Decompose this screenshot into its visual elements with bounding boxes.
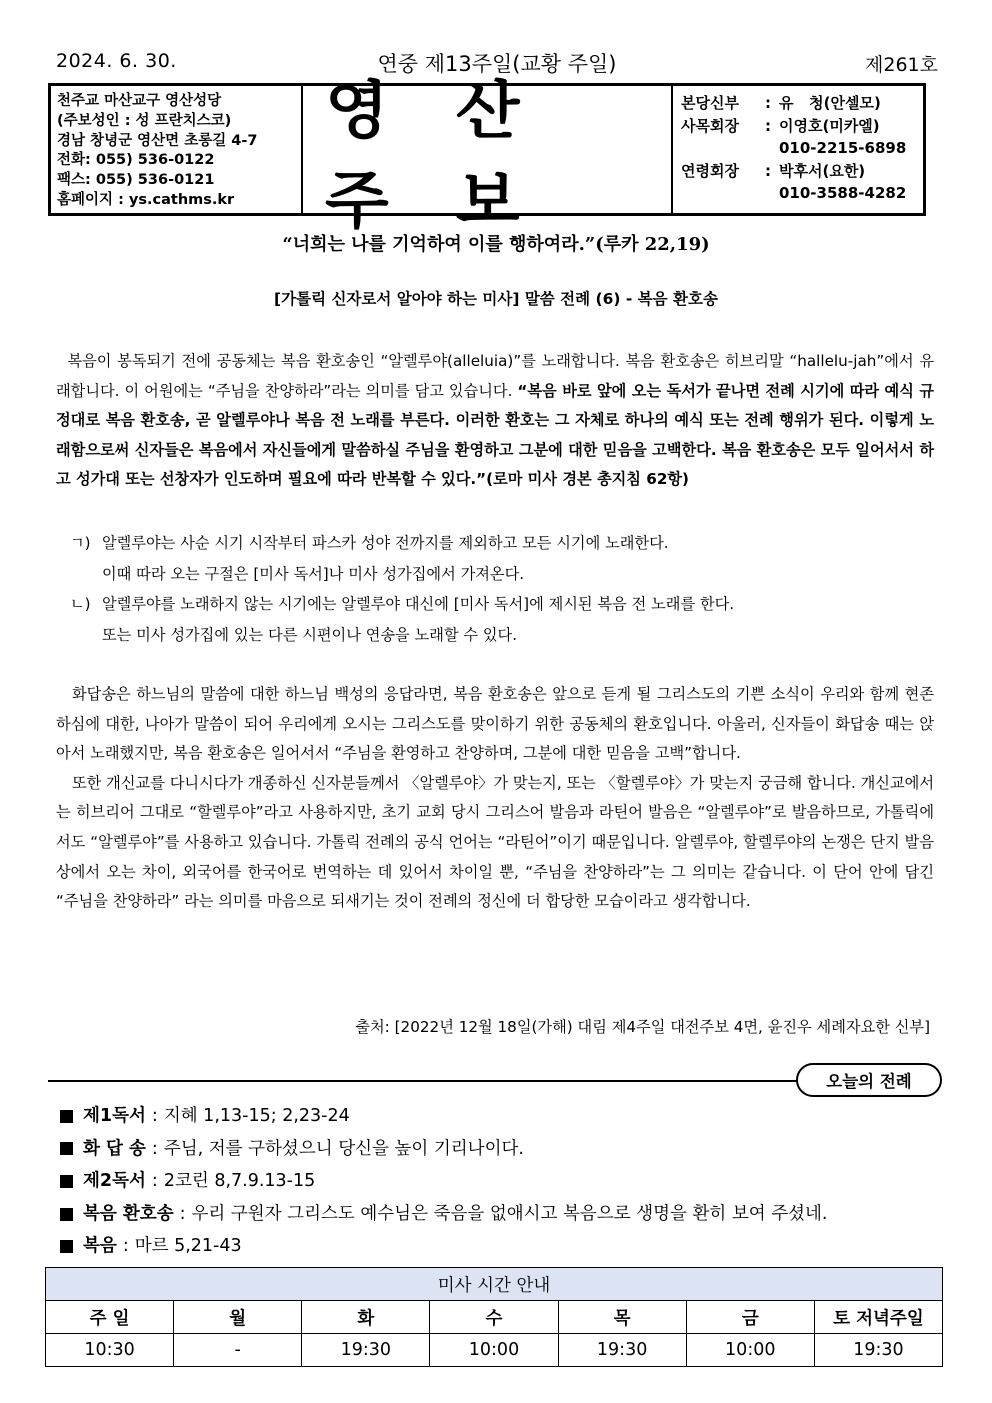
day-thursday: 목 <box>558 1301 686 1334</box>
reading-label: 화 답 송 <box>83 1138 146 1159</box>
parish-name: 천주교 마산교구 영산성당 <box>57 93 222 109</box>
pastor-label: 본당신부 <box>681 94 739 112</box>
list-text: 알렐루야를 노래하지 않는 시기에는 알렐루야 대신에 [미사 독서]에 제시된 복음 전 노래를 한다. <box>102 595 735 613</box>
square-bullet-icon <box>60 1175 73 1188</box>
list-continuation: 이때 따라 오는 구절은 [미사 독서]나 미사 성가집에서 가져온다. <box>102 564 525 583</box>
masthead-title-cell <box>303 72 673 237</box>
reading-label: 복음 환호송 <box>83 1203 174 1224</box>
parish-homepage: 홈페이지 : ys.cathms.kr <box>57 191 235 208</box>
list-marker: ㄴ) <box>70 595 91 613</box>
reading-value: 우리 구원자 그리스도 예수님은 죽음을 없애시고 복음으로 생명을 환히 보여 주셨네. <box>191 1203 828 1224</box>
reading-item <box>60 1230 950 1263</box>
list-continuation: 또는 미사 성가집에 있는 다른 시편이나 연송을 노래할 수 있다. <box>102 625 518 644</box>
time-sunday: 10:30 <box>46 1334 174 1367</box>
time-wednesday: 10:00 <box>430 1334 558 1367</box>
council-name: 이영호(미카엘) <box>779 116 880 135</box>
square-bullet-icon <box>60 1208 73 1221</box>
parish-info <box>51 86 303 213</box>
time-monday: - <box>174 1334 302 1367</box>
council-label: 사목회장 <box>681 116 739 135</box>
time-saturday-vigil: 19:30 <box>814 1334 942 1367</box>
list-text: 알렐루야는 사순 시기 시작부터 파스카 성야 전까지를 제외하고 모든 시기에 노래한다. <box>102 534 669 552</box>
separator: : <box>765 94 771 112</box>
square-bullet-icon <box>60 1142 73 1155</box>
reading-label: 제1독서 <box>83 1106 146 1126</box>
time-friday: 10:00 <box>686 1334 814 1367</box>
elder-row <box>681 160 923 183</box>
staff-info <box>673 86 923 213</box>
day-wednesday: 수 <box>430 1301 558 1334</box>
reading-value: 2코린 8,7.9.13-15 <box>163 1171 316 1192</box>
reading-value: 지혜 1,13-15; 2,23-24 <box>163 1106 350 1126</box>
parish-address: 경남 창녕군 영산면 초롱길 4-7 <box>57 132 258 149</box>
paragraph-text: 복음이 봉독되기 전에 공동체는 복음 환호송인 “알렐루야(alleluia)”를 노래합니다. 복음 환호송은 히브리말 “hallelu-jah”에서 유래합니다. 이 어원에는 “주님을 찬양하라”라는 의미를 담고 있습니다. <box>56 352 934 400</box>
article-paragraphs-2 <box>56 680 934 917</box>
article-paragraph-2: 화답송은 하느님의 말씀에 대한 하느님 백성의 응답라면, 복음 환호송은 앞으로 듣게 될 그리스도의 기쁜 소식이 우리와 함께 현존하심에 대한, 나아가 말씀이 되어 우리에게 오시는 그리스도를 맞이하기 위한 공동체의 환호입니다. 아울러, 신자들이 화답송 때는 앉아서 노래했지만, 복음 환호송은 일어서서 “주님을 환영하고 찬양하며, 그분에 대한 믿음을 고백”합니다. <box>56 685 934 763</box>
bulletin-title: 영 산 주 보 <box>325 72 542 237</box>
elder-phone: 010-3588-4282 <box>779 184 907 202</box>
rubric-list <box>70 528 930 650</box>
council-phone: 010-2215-6898 <box>779 139 907 157</box>
liturgical-week: 연중 제13주일(교황 주일) <box>377 52 617 76</box>
article-source: 출처: [2022년 12월 18일(가해) 대림 제4주일 대전주보 4면, 윤진우 세례자요한 신부] <box>355 1018 930 1036</box>
todays-liturgy-label: 오늘의 전례 <box>796 1063 942 1097</box>
separator: : <box>151 1106 158 1126</box>
mass-times-row <box>46 1334 943 1367</box>
day-friday: 금 <box>686 1301 814 1334</box>
day-tuesday: 화 <box>302 1301 430 1334</box>
list-item <box>70 528 930 559</box>
council-row <box>681 115 923 138</box>
time-thursday: 19:30 <box>558 1334 686 1367</box>
square-bullet-icon <box>60 1240 73 1253</box>
section-divider <box>48 1080 798 1082</box>
separator: : <box>765 161 771 180</box>
mass-days-row <box>46 1301 943 1334</box>
issue-number: 제261호 <box>865 54 938 76</box>
time-tuesday: 19:30 <box>302 1334 430 1367</box>
readings-list <box>60 1100 950 1263</box>
separator: : <box>765 116 771 135</box>
reading-item <box>60 1100 950 1133</box>
masthead <box>48 72 926 237</box>
pastor-name: 유 청(안셀모) <box>779 94 881 112</box>
pastor-row <box>681 92 923 115</box>
parish-phone: 전화: 055) 536-0122 <box>57 152 215 169</box>
reading-item <box>60 1133 950 1166</box>
elder-label: 연령회장 <box>681 161 739 180</box>
reading-label: 제2독서 <box>83 1171 146 1192</box>
patron-saint: (주보성인 : 성 프란치스코) <box>57 112 232 129</box>
list-marker: ㄱ) <box>70 534 91 552</box>
separator: : <box>122 1236 129 1257</box>
day-saturday-vigil: 토 저녁주일 <box>814 1301 942 1334</box>
mass-times-title: 미사 시간 안내 <box>46 1268 943 1301</box>
reading-item <box>60 1165 950 1198</box>
reading-value: 주님, 저를 구하셨으니 당신을 높이 기리나이다. <box>163 1138 524 1159</box>
article-heading: [가톨릭 신자로서 알아야 하는 미사] 말씀 전례 (6) - 복음 환호송 <box>274 290 718 308</box>
square-bullet-icon <box>60 1110 73 1123</box>
separator: : <box>179 1203 186 1224</box>
elder-name: 박후서(요한) <box>779 161 866 180</box>
scripture-verse: “너희는 나를 기억하여 이를 행하여라.”(루카 22,19) <box>282 234 710 255</box>
day-monday: 월 <box>174 1301 302 1334</box>
parish-fax: 팩스: 055) 536-0121 <box>57 172 215 189</box>
article-paragraph-3: 또한 개신교를 다니시다가 개종하신 신자분들께서 〈알렐루야〉가 맞는지, 또는 〈할렐루야〉가 맞는지 궁금해 합니다. 개신교에서는 히브리어 그대로 “할렐루야”라고 사용하지만, 초기 교회 당시 그리스어 발음과 라틴어 발음은 “알렐루야”로 발음하므로, 가톨릭에서도 “알렐루야”를 사용하고 있습니다. 가톨릭 전례의 공식 언어는 “라틴어”이기 때문입니다. 알렐루야, 할렐루야의 논쟁은 단지 발음상에서 오는 차이, 외국어를 한국어로 번역하는 데 있어서 차이일 뿐, “주님을 찬양하라”는 그 의미는 같습니다. 이 단어 안에 담긴 “주님을 찬양하라” 라는 의미를 마음으로 되새기는 것이 전례의 정신에 더 합당한 모습이라고 생각합니다. <box>56 773 934 911</box>
reading-value: 마르 5,21-43 <box>134 1236 242 1257</box>
mass-times-table <box>45 1267 943 1367</box>
separator: : <box>151 1138 158 1159</box>
bulletin-date: 2024. 6. 30. <box>56 50 177 72</box>
quoted-rubric: “복음 바로 앞에 오는 독서가 끝나면 전례 시기에 따라 예식 규정대로 복음 환호송, 곧 알렐루야나 복음 전 노래를 부른다. 이러한 환호는 그 자체로 하나의 예식 또는 전례 행위가 된다. 이렇게 노래함으로써 신자들은 복음에서 자신들에게 말씀하실 주님을 환영하고 그분에 대한 믿음을 고백한다. 복음 환호송은 모두 일어서서 하고 성가대 또는 선창자가 인도하며 필요에 따라 반복할 수 있다.”(로마 미사 경본 총지침 62항) <box>56 381 934 489</box>
day-sunday: 주 일 <box>46 1301 174 1334</box>
article-paragraph-1 <box>56 347 934 495</box>
reading-item <box>60 1198 950 1231</box>
list-item <box>70 589 930 620</box>
separator: : <box>151 1171 158 1192</box>
reading-label: 복음 <box>83 1236 117 1257</box>
